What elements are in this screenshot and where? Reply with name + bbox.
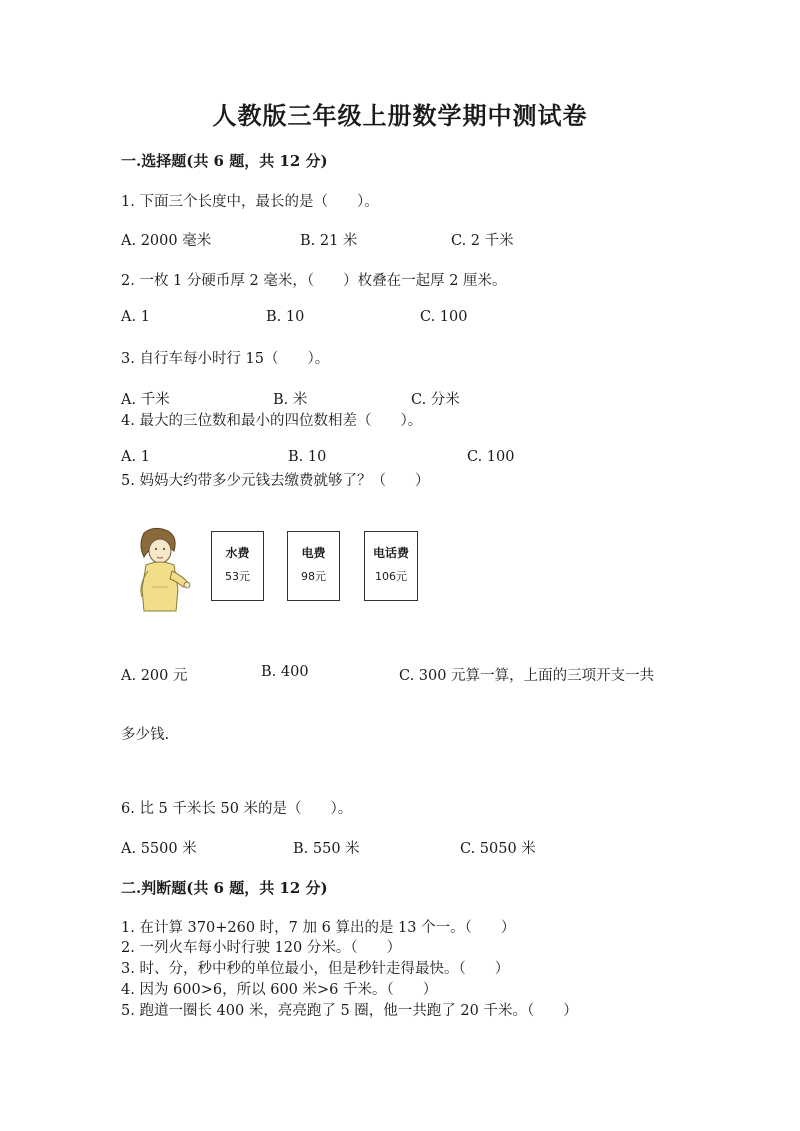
question-4: 4. 最大的三位数和最小的四位数相差（ ）。 bbox=[121, 413, 423, 429]
bill-amount: 98元 bbox=[301, 570, 326, 583]
question-1-option-a: A. 2000 毫米 bbox=[121, 233, 212, 249]
question-6-option-b: B. 550 米 bbox=[293, 841, 360, 857]
question-6-option-c: C. 5050 米 bbox=[460, 841, 536, 857]
page-title: 人教版三年级上册数学期中测试卷 bbox=[212, 101, 588, 130]
judgment-item-4: 4. 因为 600>6，所以 600 米>6 千米。（ ） bbox=[121, 982, 438, 998]
question-1-option-b: B. 21 米 bbox=[300, 233, 358, 249]
question-4-option-a: A. 1 bbox=[121, 449, 150, 465]
question-3-option-c: C. 分米 bbox=[411, 392, 460, 408]
question-5-option-c: C. 300 元算一算，上面的三项开支一共 bbox=[399, 668, 655, 684]
question-5: 5. 妈妈大约带多少元钱去缴费就够了？（ ） bbox=[121, 473, 430, 489]
bill-card-water bbox=[211, 531, 264, 601]
bill-amount: 106元 bbox=[375, 570, 407, 583]
question-3-option-b: B. 米 bbox=[273, 392, 308, 408]
bill-name: 水费 bbox=[225, 546, 250, 560]
question-6: 6. 比 5 千米长 50 米的是（ ）。 bbox=[121, 801, 353, 817]
question-2-option-b: B. 10 bbox=[266, 309, 305, 325]
judgment-item-2: 2. 一列火车每小时行驶 120 分米。（ ） bbox=[121, 940, 402, 956]
question-3: 3. 自行车每小时行 15（ ）。 bbox=[121, 351, 330, 367]
question-5-continuation: 多少钱. bbox=[121, 727, 170, 743]
mother-illustration bbox=[128, 527, 194, 613]
question-6-option-a: A. 5500 米 bbox=[121, 841, 197, 857]
question-4-option-b: B. 10 bbox=[288, 449, 327, 465]
judgment-item-3: 3. 时、分，秒中秒的单位最小，但是秒针走得最快。（ ） bbox=[121, 961, 510, 977]
question-2-option-c: C. 100 bbox=[420, 309, 468, 325]
question-3-option-a: A. 千米 bbox=[121, 392, 170, 408]
question-1: 1. 下面三个长度中，最长的是（ ）。 bbox=[121, 194, 379, 210]
question-2-option-a: A. 1 bbox=[121, 309, 150, 325]
judgment-item-1: 1. 在计算 370+260 时，7 加 6 算出的是 13 个一。（ ） bbox=[121, 920, 516, 936]
bill-amount: 53元 bbox=[225, 570, 250, 583]
bill-name: 电话费 bbox=[372, 546, 409, 560]
section-heading-choice: 一.选择题(共 6 题，共 12 分) bbox=[121, 152, 328, 170]
question-1-option-c: C. 2 千米 bbox=[451, 233, 514, 249]
bill-name: 电费 bbox=[301, 546, 326, 560]
judgment-item-5: 5. 跑道一圈长 400 米，亮亮跑了 5 圈，他一共跑了 20 千米。（ ） bbox=[121, 1003, 578, 1019]
bill-card-electricity bbox=[287, 531, 340, 601]
question-2: 2. 一枚 1 分硬币厚 2 毫米，（ ）枚叠在一起厚 2 厘米。 bbox=[121, 273, 507, 289]
question-5-option-b: B. 400 bbox=[261, 664, 309, 680]
question-4-option-c: C. 100 bbox=[467, 449, 515, 465]
bill-card-telephone bbox=[364, 531, 418, 601]
section-heading-true-false: 二.判断题(共 6 题，共 12 分) bbox=[121, 879, 328, 897]
question-5-option-a: A. 200 元 bbox=[121, 668, 188, 684]
